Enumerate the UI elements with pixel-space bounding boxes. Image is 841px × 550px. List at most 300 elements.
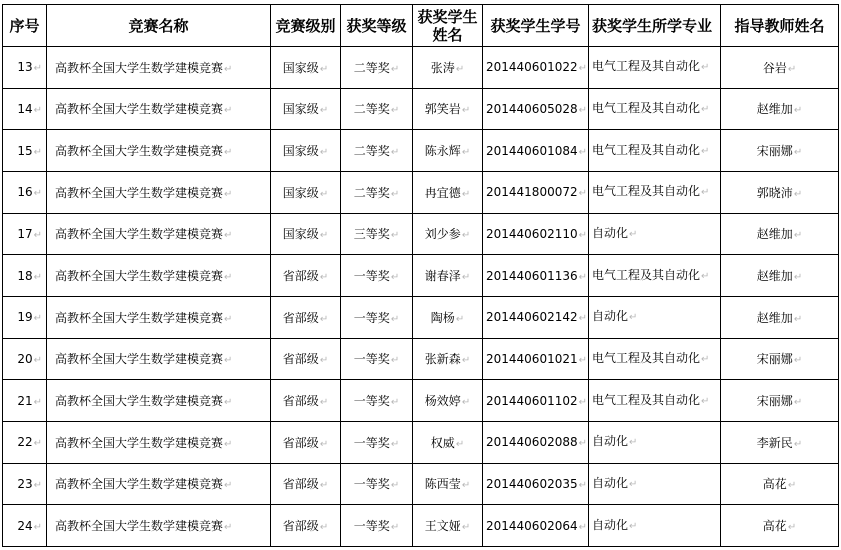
cell-award [341, 380, 413, 422]
paragraph-mark-icon: ↵ [390, 63, 400, 75]
col-header-student-name: 获奖学生姓名 [413, 5, 483, 47]
cell-student-name [413, 171, 483, 213]
cell-award-text: 三等奖 [353, 227, 390, 242]
cell-level [271, 463, 341, 505]
cell-index [3, 296, 47, 338]
cell-award [341, 213, 413, 255]
paragraph-mark-icon: ↵ [578, 271, 588, 283]
paragraph-mark-icon: ↵ [319, 63, 329, 75]
cell-level [271, 171, 341, 213]
cell-index-text: 17 [17, 226, 33, 241]
paragraph-mark-icon: ↵ [224, 313, 233, 325]
table-row [3, 88, 839, 130]
cell-award [341, 463, 413, 505]
cell-level [271, 505, 341, 547]
cell-level [271, 213, 341, 255]
cell-student-id-text: 201440602142 [486, 310, 578, 325]
cell-teacher-text: 郭晓沛 [756, 185, 793, 200]
cell-index-text: 20 [17, 351, 33, 366]
cell-major [589, 213, 721, 255]
cell-index-text: 15 [17, 143, 33, 158]
paragraph-mark-icon: ↵ [224, 272, 233, 284]
cell-student-id-text: 201440602110 [486, 226, 578, 241]
cell-competition [47, 296, 271, 338]
cell-index [3, 380, 47, 422]
paragraph-mark-icon: ↵ [224, 397, 233, 409]
cell-award-text: 一等奖 [353, 519, 390, 534]
table-row [3, 213, 839, 255]
col-header-index: 序号 [3, 5, 47, 47]
cell-teacher [721, 255, 839, 297]
cell-student-name [413, 380, 483, 422]
cell-index [3, 463, 47, 505]
cell-major-text: 自动化 [592, 434, 629, 449]
cell-student-id [483, 255, 589, 297]
paragraph-mark-icon: ↵ [701, 62, 710, 74]
cell-index-text: 13 [17, 60, 33, 75]
cell-student-id [483, 47, 589, 89]
cell-award-text: 一等奖 [353, 310, 390, 325]
cell-student-id [483, 338, 589, 380]
cell-student-id [483, 463, 589, 505]
cell-competition [47, 505, 271, 547]
cell-teacher [721, 296, 839, 338]
cell-student-id [483, 505, 589, 547]
paragraph-mark-icon: ↵ [793, 355, 803, 367]
paragraph-mark-icon: ↵ [793, 272, 803, 284]
paragraph-mark-icon: ↵ [319, 147, 329, 159]
paragraph-mark-icon: ↵ [793, 188, 803, 200]
cell-major-text: 电气工程及其自动化 [592, 100, 701, 115]
paragraph-mark-icon: ↵ [390, 272, 400, 284]
paragraph-mark-icon: ↵ [224, 522, 233, 534]
paragraph-mark-icon: ↵ [33, 271, 42, 283]
cell-student-name-text: 张新森 [424, 352, 461, 367]
cell-student-name [413, 88, 483, 130]
cell-student-name [413, 296, 483, 338]
cell-teacher [721, 463, 839, 505]
cell-teacher-text: 赵维加 [756, 269, 793, 284]
cell-student-id [483, 88, 589, 130]
cell-student-id-text: 201440601136 [486, 268, 578, 283]
paragraph-mark-icon: ↵ [701, 187, 710, 199]
cell-level-text: 省部级 [282, 394, 319, 409]
cell-student-name [413, 338, 483, 380]
cell-competition [47, 421, 271, 463]
cell-competition [47, 338, 271, 380]
cell-level [271, 338, 341, 380]
cell-index [3, 130, 47, 172]
cell-major-text: 电气工程及其自动化 [592, 392, 701, 407]
cell-competition [47, 213, 271, 255]
cell-student-name-text: 王文娅 [424, 519, 461, 534]
cell-major [589, 463, 721, 505]
paragraph-mark-icon: ↵ [701, 270, 710, 282]
paragraph-mark-icon: ↵ [461, 147, 471, 159]
cell-competition-text: 高教杯全国大学生数学建模竞赛 [55, 435, 224, 450]
col-header-major: 获奖学生所学专业 [589, 5, 721, 47]
paragraph-mark-icon: ↵ [701, 145, 710, 157]
cell-student-id [483, 380, 589, 422]
cell-teacher [721, 47, 839, 89]
cell-competition-text: 高教杯全国大学生数学建模竞赛 [55, 352, 224, 367]
col-header-level: 竞赛级别 [271, 5, 341, 47]
paragraph-mark-icon: ↵ [390, 480, 400, 492]
cell-index-text: 24 [17, 518, 33, 533]
paragraph-mark-icon: ↵ [629, 478, 638, 490]
cell-competition [47, 171, 271, 213]
header-row [3, 5, 839, 47]
paragraph-mark-icon: ↵ [390, 438, 400, 450]
cell-major-text: 电气工程及其自动化 [592, 184, 701, 199]
paragraph-mark-icon: ↵ [629, 228, 638, 240]
paragraph-mark-icon: ↵ [390, 105, 400, 117]
cell-major [589, 130, 721, 172]
cell-student-id-text: 201440605028 [486, 101, 578, 116]
paragraph-mark-icon: ↵ [701, 103, 710, 115]
cell-award [341, 421, 413, 463]
paragraph-mark-icon: ↵ [319, 313, 329, 325]
paragraph-mark-icon: ↵ [224, 188, 233, 200]
paragraph-mark-icon: ↵ [793, 105, 803, 117]
cell-index-text: 23 [17, 476, 33, 491]
cell-major [589, 421, 721, 463]
cell-award [341, 47, 413, 89]
paragraph-mark-icon: ↵ [224, 480, 233, 492]
cell-student-id [483, 213, 589, 255]
cell-student-name-text: 刘少参 [424, 227, 461, 242]
paragraph-mark-icon: ↵ [793, 397, 803, 409]
cell-level-text: 国家级 [282, 185, 319, 200]
cell-student-name-text: 陈永辉 [424, 144, 461, 159]
paragraph-mark-icon: ↵ [319, 188, 329, 200]
paragraph-mark-icon: ↵ [461, 188, 471, 200]
cell-level-text: 国家级 [282, 144, 319, 159]
cell-teacher-text: 赵维加 [756, 310, 793, 325]
col-header-teacher: 指导教师姓名 [721, 5, 839, 47]
paragraph-mark-icon: ↵ [390, 188, 400, 200]
cell-competition-text: 高教杯全国大学生数学建模竞赛 [55, 227, 224, 242]
cell-teacher [721, 213, 839, 255]
cell-student-id [483, 130, 589, 172]
cell-student-name-text: 陈西莹 [424, 477, 461, 492]
paragraph-mark-icon: ↵ [33, 63, 42, 75]
cell-teacher-text: 赵维加 [756, 227, 793, 242]
paragraph-mark-icon: ↵ [461, 355, 471, 367]
paragraph-mark-icon: ↵ [455, 63, 465, 75]
cell-major [589, 171, 721, 213]
cell-student-name-text: 谢春泽 [424, 269, 461, 284]
cell-award-text: 二等奖 [353, 60, 390, 75]
paragraph-mark-icon: ↵ [461, 480, 471, 492]
paragraph-mark-icon: ↵ [793, 438, 803, 450]
cell-award-text: 一等奖 [353, 352, 390, 367]
cell-teacher [721, 505, 839, 547]
cell-major-text: 电气工程及其自动化 [592, 267, 701, 282]
cell-competition-text: 高教杯全国大学生数学建模竞赛 [55, 60, 224, 75]
paragraph-mark-icon: ↵ [461, 397, 471, 409]
cell-teacher-text: 宋丽娜 [756, 352, 793, 367]
paragraph-mark-icon: ↵ [33, 521, 42, 533]
cell-award [341, 88, 413, 130]
cell-teacher-text: 高花 [762, 519, 787, 534]
cell-level [271, 255, 341, 297]
cell-teacher [721, 130, 839, 172]
cell-student-id-text: 201441800072 [486, 185, 578, 200]
paragraph-mark-icon: ↵ [461, 105, 471, 117]
cell-index-text: 22 [17, 435, 33, 450]
cell-student-name [413, 130, 483, 172]
cell-index [3, 505, 47, 547]
cell-index [3, 338, 47, 380]
paragraph-mark-icon: ↵ [787, 63, 797, 75]
cell-award [341, 338, 413, 380]
cell-student-name [413, 421, 483, 463]
paragraph-mark-icon: ↵ [793, 147, 803, 159]
cell-award-text: 一等奖 [353, 477, 390, 492]
cell-teacher-text: 高花 [762, 477, 787, 492]
paragraph-mark-icon: ↵ [319, 105, 329, 117]
table-row [3, 338, 839, 380]
cell-level-text: 省部级 [282, 352, 319, 367]
cell-index-text: 16 [17, 185, 33, 200]
cell-teacher [721, 338, 839, 380]
paragraph-mark-icon: ↵ [224, 438, 233, 450]
cell-teacher [721, 171, 839, 213]
cell-competition-text: 高教杯全国大学生数学建模竞赛 [55, 269, 224, 284]
cell-major [589, 47, 721, 89]
cell-major-text: 自动化 [592, 475, 629, 490]
cell-student-id-text: 201440602064 [486, 518, 578, 533]
paragraph-mark-icon: ↵ [319, 272, 329, 284]
cell-teacher-text: 宋丽娜 [756, 144, 793, 159]
cell-level [271, 130, 341, 172]
cell-competition [47, 47, 271, 89]
cell-student-id [483, 421, 589, 463]
cell-award-text: 一等奖 [353, 394, 390, 409]
cell-competition-text: 高教杯全国大学生数学建模竞赛 [55, 394, 224, 409]
paragraph-mark-icon: ↵ [578, 63, 588, 75]
cell-teacher-text: 赵维加 [756, 102, 793, 117]
paragraph-mark-icon: ↵ [33, 313, 42, 325]
cell-student-id [483, 296, 589, 338]
paragraph-mark-icon: ↵ [793, 230, 803, 242]
cell-award [341, 255, 413, 297]
table-row [3, 130, 839, 172]
paragraph-mark-icon: ↵ [461, 230, 471, 242]
cell-level [271, 296, 341, 338]
cell-award-text: 二等奖 [353, 102, 390, 117]
cell-major [589, 296, 721, 338]
cell-award [341, 130, 413, 172]
cell-award [341, 505, 413, 547]
cell-major [589, 505, 721, 547]
cell-student-id-text: 201440601084 [486, 143, 578, 158]
paragraph-mark-icon: ↵ [578, 146, 588, 158]
table-row [3, 47, 839, 89]
cell-teacher-text: 谷岩 [762, 60, 787, 75]
cell-level-text: 国家级 [282, 60, 319, 75]
table-row [3, 171, 839, 213]
cell-student-id-text: 201440601021 [486, 351, 578, 366]
paragraph-mark-icon: ↵ [455, 438, 465, 450]
paragraph-mark-icon: ↵ [701, 395, 710, 407]
cell-level-text: 省部级 [282, 519, 319, 534]
col-header-award: 获奖等级 [341, 5, 413, 47]
cell-level [271, 380, 341, 422]
cell-student-name-text: 陶杨 [430, 310, 455, 325]
paragraph-mark-icon: ↵ [224, 230, 233, 242]
cell-teacher-text: 宋丽娜 [756, 394, 793, 409]
paragraph-mark-icon: ↵ [578, 354, 588, 366]
paragraph-mark-icon: ↵ [224, 105, 233, 117]
cell-award [341, 296, 413, 338]
cell-index-text: 18 [17, 268, 33, 283]
cell-competition [47, 463, 271, 505]
paragraph-mark-icon: ↵ [390, 147, 400, 159]
paragraph-mark-icon: ↵ [578, 521, 588, 533]
cell-index [3, 88, 47, 130]
cell-level-text: 省部级 [282, 435, 319, 450]
paragraph-mark-icon: ↵ [787, 480, 797, 492]
paragraph-mark-icon: ↵ [793, 313, 803, 325]
paragraph-mark-icon: ↵ [390, 313, 400, 325]
paragraph-mark-icon: ↵ [578, 313, 588, 325]
cell-student-id-text: 201440601022 [486, 60, 578, 75]
paragraph-mark-icon: ↵ [33, 396, 42, 408]
cell-competition-text: 高教杯全国大学生数学建模竞赛 [55, 102, 224, 117]
table-row [3, 505, 839, 547]
cell-level [271, 421, 341, 463]
paragraph-mark-icon: ↵ [224, 355, 233, 367]
cell-award-text: 一等奖 [353, 435, 390, 450]
table-row [3, 463, 839, 505]
cell-level [271, 47, 341, 89]
cell-major [589, 338, 721, 380]
cell-major-text: 自动化 [592, 517, 629, 532]
cell-student-name-text: 杨效婷 [424, 394, 461, 409]
paragraph-mark-icon: ↵ [319, 522, 329, 534]
cell-level-text: 国家级 [282, 227, 319, 242]
cell-competition [47, 88, 271, 130]
paragraph-mark-icon: ↵ [390, 522, 400, 534]
cell-major-text: 自动化 [592, 309, 629, 324]
paragraph-mark-icon: ↵ [319, 397, 329, 409]
cell-student-name-text: 权威 [430, 435, 455, 450]
paragraph-mark-icon: ↵ [319, 438, 329, 450]
cell-level-text: 省部级 [282, 477, 319, 492]
cell-level-text: 省部级 [282, 269, 319, 284]
paragraph-mark-icon: ↵ [33, 104, 42, 116]
cell-index [3, 421, 47, 463]
paragraph-mark-icon: ↵ [578, 188, 588, 200]
cell-index-text: 21 [17, 393, 33, 408]
paragraph-mark-icon: ↵ [33, 188, 42, 200]
cell-level-text: 国家级 [282, 102, 319, 117]
paragraph-mark-icon: ↵ [578, 396, 588, 408]
paragraph-mark-icon: ↵ [578, 479, 588, 491]
paragraph-mark-icon: ↵ [578, 229, 588, 241]
col-header-competition: 竞赛名称 [47, 5, 271, 47]
cell-student-name [413, 47, 483, 89]
paragraph-mark-icon: ↵ [390, 355, 400, 367]
cell-index-text: 19 [17, 310, 33, 325]
cell-student-name [413, 505, 483, 547]
cell-student-name [413, 213, 483, 255]
paragraph-mark-icon: ↵ [224, 147, 233, 159]
cell-teacher [721, 88, 839, 130]
cell-competition [47, 255, 271, 297]
cell-student-name [413, 255, 483, 297]
paragraph-mark-icon: ↵ [224, 63, 233, 75]
paragraph-mark-icon: ↵ [319, 230, 329, 242]
awards-table [2, 4, 839, 547]
paragraph-mark-icon: ↵ [33, 479, 42, 491]
paragraph-mark-icon: ↵ [701, 353, 710, 365]
cell-teacher-text: 李新民 [756, 435, 793, 450]
cell-major [589, 380, 721, 422]
cell-competition [47, 380, 271, 422]
cell-award-text: 一等奖 [353, 269, 390, 284]
cell-award-text: 二等奖 [353, 185, 390, 200]
table-body [3, 47, 839, 547]
cell-competition [47, 130, 271, 172]
cell-major [589, 88, 721, 130]
paragraph-mark-icon: ↵ [578, 438, 588, 450]
col-header-student-id: 获奖学生学号 [483, 5, 589, 47]
table-row [3, 380, 839, 422]
cell-index [3, 255, 47, 297]
paragraph-mark-icon: ↵ [629, 437, 638, 449]
cell-major-text: 电气工程及其自动化 [592, 142, 701, 157]
table-row [3, 296, 839, 338]
cell-level-text: 省部级 [282, 310, 319, 325]
cell-major-text: 自动化 [592, 225, 629, 240]
cell-teacher [721, 421, 839, 463]
cell-student-id-text: 201440602035 [486, 476, 578, 491]
paragraph-mark-icon: ↵ [461, 272, 471, 284]
cell-competition-text: 高教杯全国大学生数学建模竞赛 [55, 477, 224, 492]
cell-award [341, 171, 413, 213]
paragraph-mark-icon: ↵ [629, 312, 638, 324]
paragraph-mark-icon: ↵ [33, 146, 42, 158]
cell-student-name-text: 冉宜德 [424, 185, 461, 200]
paragraph-mark-icon: ↵ [319, 480, 329, 492]
cell-index [3, 213, 47, 255]
cell-major [589, 255, 721, 297]
cell-award-text: 二等奖 [353, 144, 390, 159]
cell-competition-text: 高教杯全国大学生数学建模竞赛 [55, 519, 224, 534]
paragraph-mark-icon: ↵ [461, 522, 471, 534]
cell-student-name [413, 463, 483, 505]
paragraph-mark-icon: ↵ [578, 104, 588, 116]
cell-index-text: 14 [17, 101, 33, 116]
paragraph-mark-icon: ↵ [33, 354, 42, 366]
paragraph-mark-icon: ↵ [33, 438, 42, 450]
cell-competition-text: 高教杯全国大学生数学建模竞赛 [55, 310, 224, 325]
cell-competition-text: 高教杯全国大学生数学建模竞赛 [55, 185, 224, 200]
paragraph-mark-icon: ↵ [390, 397, 400, 409]
cell-index [3, 47, 47, 89]
cell-student-id-text: 201440602088 [486, 435, 578, 450]
cell-major-text: 电气工程及其自动化 [592, 350, 701, 365]
cell-competition-text: 高教杯全国大学生数学建模竞赛 [55, 144, 224, 159]
cell-index [3, 171, 47, 213]
cell-teacher [721, 380, 839, 422]
cell-student-id-text: 201440601102 [486, 393, 578, 408]
paragraph-mark-icon: ↵ [787, 522, 797, 534]
cell-level [271, 88, 341, 130]
